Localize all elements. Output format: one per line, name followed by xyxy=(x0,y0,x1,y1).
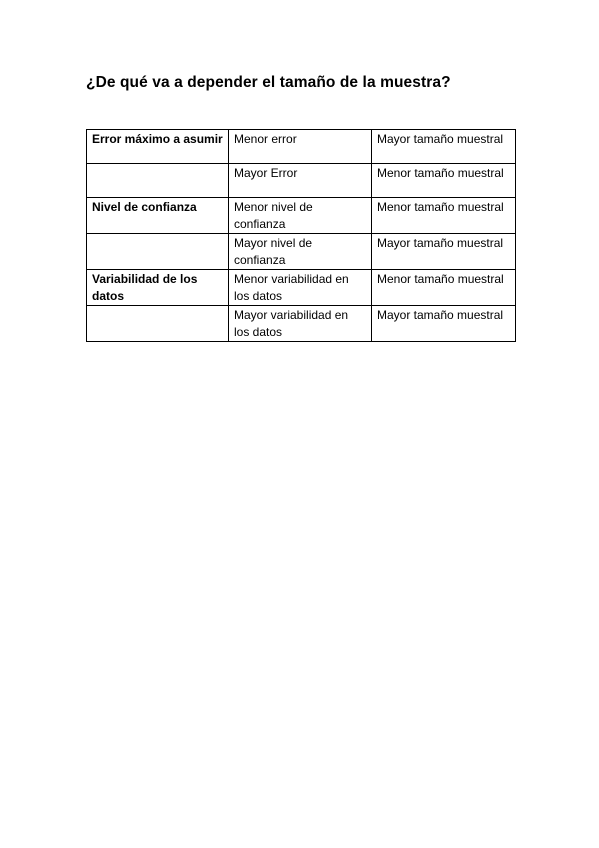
table-row xyxy=(87,198,516,234)
condition-cell: Mayor nivel de confianza xyxy=(229,234,372,270)
factor-cell xyxy=(87,164,229,198)
result-cell: Menor tamaño muestral xyxy=(372,198,516,234)
condition-cell: Menor variabilidad en los datos xyxy=(229,270,372,306)
factor-cell xyxy=(87,234,229,270)
sample-size-table xyxy=(86,129,516,342)
page-title: ¿De qué va a depender el tamaño de la muestra? xyxy=(86,74,451,91)
table-row xyxy=(87,306,516,342)
result-cell: Menor tamaño muestral xyxy=(372,270,516,306)
factor-cell: Error máximo a asumir xyxy=(87,130,229,164)
result-cell: Mayor tamaño muestral xyxy=(372,234,516,270)
table-row xyxy=(87,164,516,198)
result-cell: Mayor tamaño muestral xyxy=(372,306,516,342)
factor-cell: Nivel de confianza xyxy=(87,198,229,234)
condition-cell: Mayor Error xyxy=(229,164,372,198)
condition-cell: Menor error xyxy=(229,130,372,164)
factor-cell: Variabilidad de los datos xyxy=(87,270,229,306)
result-cell: Menor tamaño muestral xyxy=(372,164,516,198)
table-row xyxy=(87,234,516,270)
table-row xyxy=(87,130,516,164)
condition-cell: Menor nivel de confianza xyxy=(229,198,372,234)
table-row xyxy=(87,270,516,306)
condition-cell: Mayor variabilidad en los datos xyxy=(229,306,372,342)
factor-cell xyxy=(87,306,229,342)
result-cell: Mayor tamaño muestral xyxy=(372,130,516,164)
